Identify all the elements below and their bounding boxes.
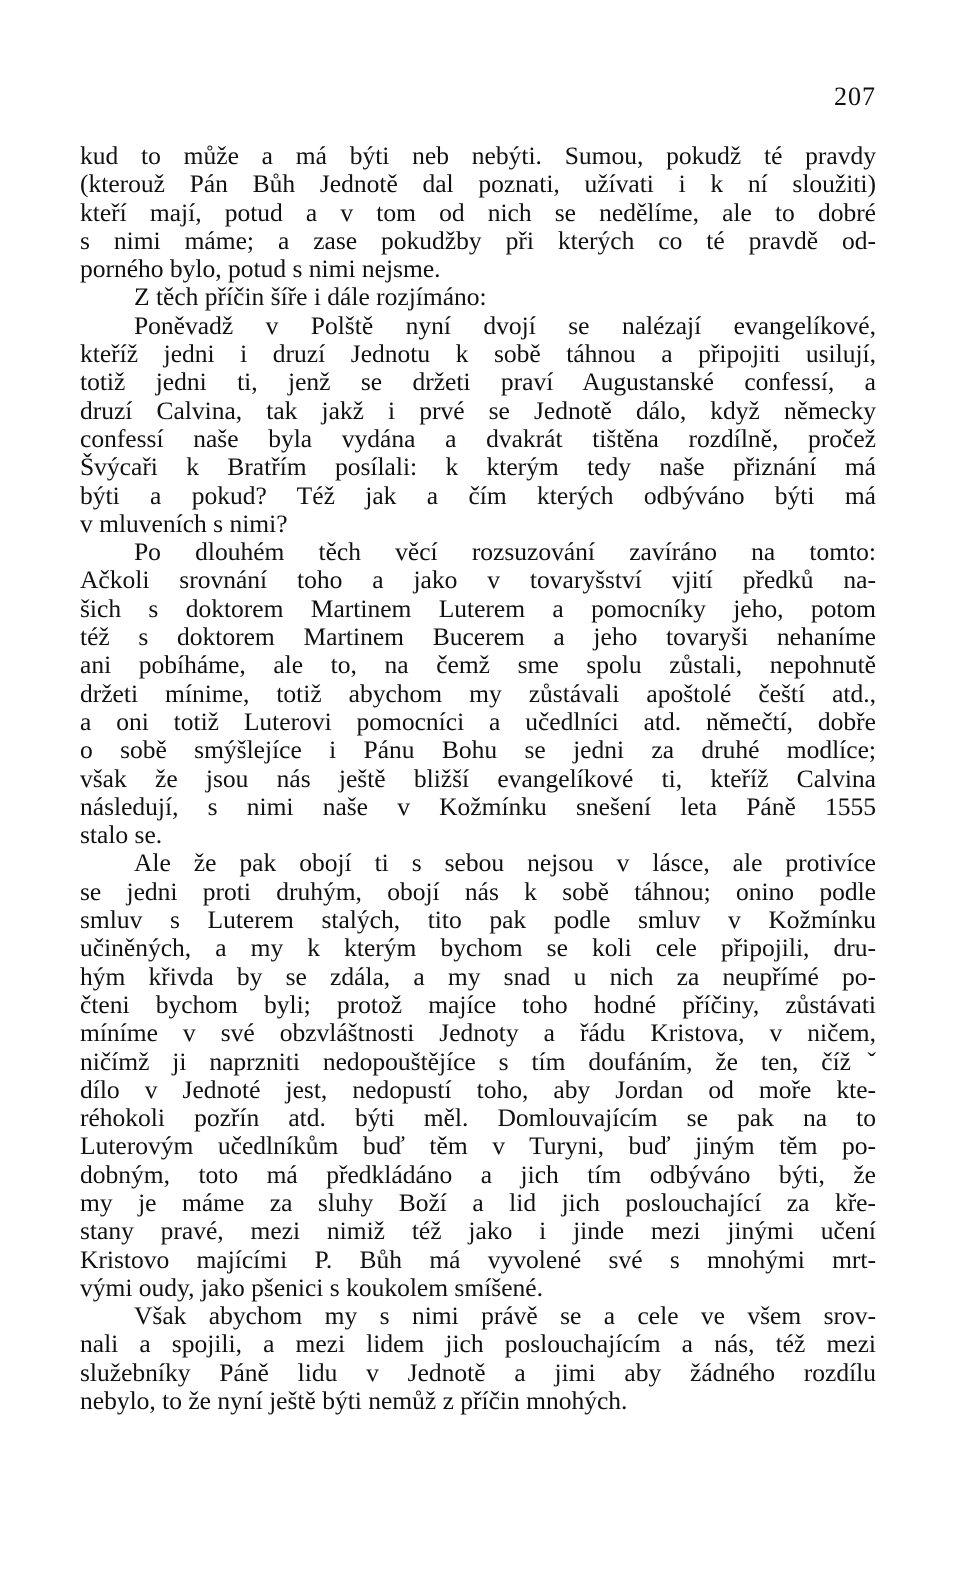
- text-line: Z těch příčin šíře i dále rozjímáno:: [134, 282, 487, 312]
- text-line: s nimi máme; a zase pokudžby při kterých co té pravdě od-: [80, 225, 876, 255]
- text-line: míníme v své obzvláštnosti Jednoty a řádu Kristova, v ničem,: [80, 1018, 876, 1048]
- text-line: Luterovým učedlníkům buď těm v Turyni, buď jiným těm po-: [80, 1131, 876, 1161]
- text-line: druzí Calvina, tak jakž i prvé se Jednotě dálo, když německy: [80, 395, 876, 425]
- text-line: dobným, toto má předkládáno a jich tím odbýváno býti, že: [80, 1159, 876, 1189]
- text-line: totiž jedni ti, jenž se držeti praví Augustanské confessí, a: [80, 367, 876, 397]
- text-line: Poněvadž v Polště nyní dvojí se nalézají evangelíkové,: [134, 310, 876, 340]
- text-line: a oni totiž Luterovi pomocníci a učedlníci atd. němečtí, dobře: [80, 706, 876, 736]
- text-line: o sobě smýšlejíce i Pánu Bohu se jedni za druhé modlíce;: [80, 735, 876, 765]
- text-line: se jedni proti druhým, obojí nás k sobě táhnou; onino podle: [80, 876, 876, 906]
- text-line: réhokoli pozřín atd. býti měl. Domlouvajícím se pak na to: [80, 1103, 876, 1133]
- text-line: však že jsou nás ještě bližší evangelíkové ti, kteříž Calvina: [80, 763, 876, 793]
- text-line: kteří mají, potud a v tom od nich se nedělíme, ale to dobré: [80, 197, 876, 227]
- text-line: porného bylo, potud s nimi nejsme.: [80, 254, 441, 284]
- text-line: učiněných, a my k kterým bychom se koli cele připojili, dru-: [80, 933, 876, 963]
- text-line: my je máme za sluhy Boží a lid jich poslouchající za kře-: [80, 1187, 876, 1217]
- text-line: Ale že pak obojí ti s sebou nejsou v lásce, ale protivíce: [134, 848, 876, 878]
- text-line: Ačkoli srovnání toho a jako v tovaryšství vjití předků na-: [80, 565, 876, 595]
- text-line: ani pobíháme, ale to, na čemž sme spolu zůstali, nepohnutě: [80, 650, 876, 680]
- text-line: též s doktorem Martinem Bucerem a jeho tovaryši nehaníme: [80, 622, 876, 652]
- text-line: kteříž jedni i druzí Jednotu k sobě táhnou a připojiti usilují,: [80, 339, 876, 369]
- text-line: Kristovo majícími P. Bůh má vyvolené své s mnohými mrt-: [80, 1244, 876, 1274]
- text-line: nebylo, to že nyní ještě býti nemůž z příčin mnohých.: [80, 1386, 628, 1416]
- text-line: stalo se.: [80, 820, 163, 850]
- text-line: držeti mínime, totiž abychom my zůstávali apoštolé čeští atd.,: [80, 678, 876, 708]
- text-line: býti a pokud? Též jak a čím kterých odbýváno býti má: [80, 480, 876, 510]
- text-line: následují, s nimi naše v Kožmínku snešení leta Páně 1555: [80, 791, 876, 821]
- text-line: v mluveních s nimi?: [80, 508, 288, 538]
- text-line: dílo v Jednoté jest, nedopustí toho, aby Jordan od moře kte-: [80, 1074, 876, 1104]
- text-line: šich s doktorem Martinem Luterem a pomocníky jeho, potom: [80, 593, 876, 623]
- text-line: vými oudy, jako pšenici s koukolem smíšené.: [80, 1272, 543, 1302]
- text-line: služebníky Páně lidu v Jednotě a jimi aby žádného rozdílu: [80, 1357, 876, 1387]
- text-line: stany pravé, mezi nimiž též jako i jinde mezi jinými učení: [80, 1216, 876, 1246]
- text-line: smluv s Luterem stalých, tito pak podle smluv v Kožmínku: [80, 905, 876, 935]
- text-line: Švýcaři k Bratřím posílali: k kterým tedy naše přiznání má: [80, 452, 876, 482]
- text-line: (kterouž Pán Bůh Jednotě dal poznati, užívati i k ní sloužiti): [80, 169, 876, 199]
- text-line: confessí naše byla vydána a dvakrát tištěna rozdílně, pročež: [80, 423, 876, 453]
- text-line: ničímž ji naprzniti nedopouštějíce s tím doufáním, že ten, čížˇ: [80, 1046, 876, 1076]
- text-line: kud to může a má býti neb nebýti. Sumou, pokudž té pravdy: [80, 141, 876, 170]
- body-text: [80, 142, 876, 1415]
- page-number: 207: [834, 82, 876, 111]
- text-line: Však abychom my s nimi právě se a cele ve všem srov-: [134, 1301, 876, 1331]
- text-line: hým křivda by se zdála, a my snad u nich za neupřímé po-: [80, 961, 876, 991]
- text-line: nali a spojili, a mezi lidem jich poslouchajícím a nás, též mezi: [80, 1329, 876, 1359]
- text-line: Po dlouhém těch věcí rozsuzování zavíráno na tomto:: [134, 537, 876, 567]
- text-line: čteni bychom byli; protož majíce toho hodné příčiny, zůstávati: [80, 989, 876, 1019]
